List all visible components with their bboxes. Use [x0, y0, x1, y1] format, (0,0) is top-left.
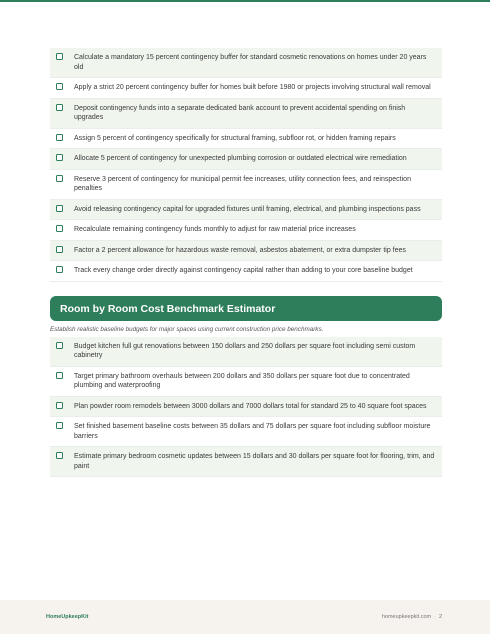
checklist-item-text: Estimate primary bedroom cosmetic updates between 15 dollars and 30 dollars per square foot for flooring, trim, and paint — [74, 453, 435, 470]
checklist-item[interactable] — [50, 129, 442, 150]
checkbox-icon[interactable] — [56, 53, 63, 60]
checklist-item-text: Deposit contingency funds into a separate dedicated bank account to prevent accidental spending on finish upgrades — [74, 104, 406, 121]
top-rule — [0, 0, 490, 2]
checklist-item-text: Budget kitchen full gut renovations between 150 dollars and 250 dollars per square foot including semi custom cabinetry — [74, 342, 416, 359]
checkbox-icon[interactable] — [56, 83, 63, 90]
checkbox-icon[interactable] — [56, 154, 63, 161]
checkbox-icon[interactable] — [56, 452, 63, 459]
checkbox-icon[interactable] — [56, 104, 63, 111]
checklist-item-text: Track every change order directly against contingency capital rather than adding to your core baseline budget — [74, 267, 413, 274]
checklist-item-text: Apply a strict 20 percent contingency buffer for homes built before 1980 or projects involving structural wall removal — [74, 84, 431, 91]
checkbox-icon[interactable] — [56, 372, 63, 379]
checklist-item[interactable] — [50, 200, 442, 221]
checklist-item-text: Set finished basement baseline costs between 35 dollars and 75 dollars per square foot including subfloor moisture barriers — [74, 423, 431, 440]
footer-site: homeupkeepkit.com — [381, 614, 432, 620]
section-subtitle: Establish realistic baseline budgets for major spaces using current construction price benchmarks. — [50, 325, 324, 333]
checkbox-icon[interactable] — [56, 402, 63, 409]
checklist-item-text: Assign 5 percent of contingency specifically for structural framing, subfloor rot, or hidden framing repairs — [74, 134, 396, 142]
checklist-item[interactable] — [50, 220, 442, 241]
page-content — [50, 48, 442, 477]
checklist-item-text: Calculate a mandatory 15 percent contingency buffer for standard cosmetic renovations on homes under 20 years old — [74, 54, 427, 71]
checkbox-icon[interactable] — [56, 422, 63, 429]
checklist-item[interactable] — [50, 78, 442, 99]
footer-separator: · — [434, 614, 436, 620]
checkbox-icon[interactable] — [56, 134, 63, 141]
checkbox-icon[interactable] — [56, 342, 63, 349]
page-footer — [0, 600, 490, 634]
room-cost-checklist — [50, 337, 442, 478]
checkbox-icon[interactable] — [56, 246, 63, 253]
section-title: Room by Room Cost Benchmark Estimator — [50, 296, 442, 321]
checklist-item[interactable] — [50, 149, 442, 170]
checkbox-icon[interactable] — [56, 175, 63, 182]
footer-brand: HomeUpkeepKit — [46, 614, 89, 620]
footer-page-info — [382, 614, 442, 620]
checklist-item[interactable] — [50, 447, 442, 477]
checklist-item[interactable] — [50, 170, 442, 200]
checkbox-icon[interactable] — [56, 225, 63, 232]
contingency-checklist — [50, 48, 442, 282]
checklist-item-text: Recalculate remaining contingency funds monthly to adjust for raw material price increases — [74, 226, 356, 233]
checklist-item[interactable] — [50, 48, 442, 78]
checklist-item-text: Avoid releasing contingency capital for upgraded fixtures until framing, electrical, and plumbing inspections pass — [74, 205, 421, 213]
checklist-item-text: Allocate 5 percent of contingency for unexpected plumbing corrosion or outdated electrical wire remediation — [74, 155, 407, 162]
checklist-item-text: Target primary bathroom overhauls between 200 dollars and 350 dollars per square foot due to concentrated plumbing and waterproofing — [74, 372, 410, 389]
checklist-item[interactable] — [50, 417, 442, 447]
checklist-item[interactable] — [50, 337, 442, 367]
checklist-item-text: Factor a 2 percent allowance for hazardous waste removal, asbestos abatement, or extra dumpster tip fees — [74, 246, 406, 254]
checklist-item[interactable] — [50, 99, 442, 129]
checkbox-icon[interactable] — [56, 205, 63, 212]
checklist-item[interactable] — [50, 261, 442, 282]
page-number: 2 — [438, 614, 442, 620]
checklist-item-text: Reserve 3 percent of contingency for municipal permit fee increases, utility connection fees, and reinspection penalties — [74, 175, 411, 192]
checklist-item[interactable] — [50, 397, 442, 418]
checkbox-icon[interactable] — [56, 266, 63, 273]
checklist-item-text: Plan powder room remodels between 3000 dollars and 7000 dollars total for standard 25 to 40 square foot spaces — [74, 402, 427, 410]
checklist-item[interactable] — [50, 367, 442, 397]
checklist-item[interactable] — [50, 241, 442, 262]
